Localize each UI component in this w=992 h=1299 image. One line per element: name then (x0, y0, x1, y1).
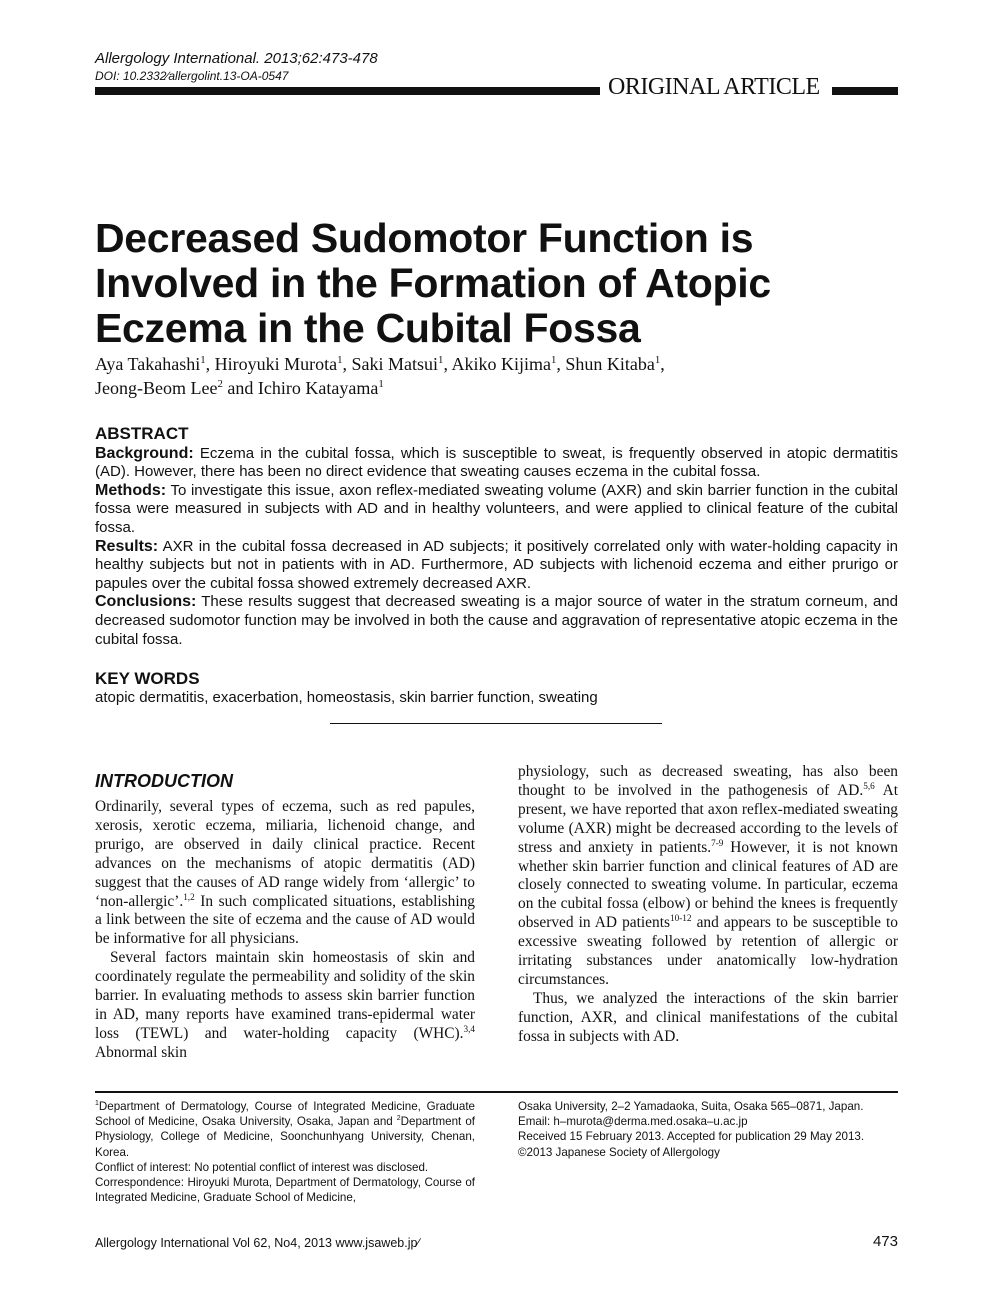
received-date: Received 15 February 2013. Accepted for publication 29 May 2013. (518, 1130, 865, 1144)
copyright: ©2013 Japanese Society of Allergology (518, 1145, 720, 1159)
footnotes-right (518, 1099, 898, 1160)
keywords (95, 669, 898, 706)
footnotes-left (95, 1099, 475, 1205)
affiliation-mark: 1 (438, 354, 444, 366)
author: Aya Takahashi (95, 354, 201, 374)
affiliations (95, 1099, 475, 1160)
affiliation-mark: 1 (337, 354, 343, 366)
methods-label: Methods: (95, 481, 167, 499)
affiliation-mark: 1 (200, 354, 206, 366)
author-separator: , (556, 354, 566, 374)
introduction-column-left (95, 770, 475, 1063)
author: Akiko Kijima (451, 354, 551, 374)
intro-text: physiology, such as decreased sweating, has also been thought to be involved in the pathogenesis of AD. (518, 763, 898, 799)
results-label: Results: (95, 537, 159, 555)
doi: DOI: 10.2332∕allergolint.13-OA-0547 (95, 69, 289, 83)
header-rule-left (95, 87, 600, 95)
citation-ref: 3,4 (463, 1023, 475, 1034)
correspondence-email: Email: h–murota@derma.med.osaka–u.ac.jp (518, 1115, 748, 1129)
affiliation-mark: 2 (217, 378, 223, 390)
intro-text: and appears to be susceptible to excessive sweating followed by retention of allergic or irritating substances under anatomically low-hydration circumstances. (518, 914, 898, 988)
citation-ref: 7-9 (711, 837, 724, 848)
author-separator: and (222, 378, 258, 398)
article-type: ORIGINAL ARTICLE (608, 74, 820, 100)
intro-paragraph (95, 949, 475, 1062)
intro-paragraph (95, 798, 475, 949)
background-label: Background: (95, 444, 194, 462)
author-separator: , (443, 354, 452, 374)
keywords-text: atopic dermatitis, exacerbation, homeostasis, skin barrier function, sweating (95, 689, 598, 706)
conclusions-label: Conclusions: (95, 593, 197, 611)
intro-paragraph: Thus, we analyzed the interactions of the skin barrier function, AXR, and clinical manifestations of the cubital fossa in subjects with AD. (518, 989, 898, 1045)
intro-text: Several factors maintain skin homeostasis of skin and coordinately regulate the permeability and solidity of the skin barrier. In evaluating methods to assess skin barrier function in AD, many reports have examined trans-epidermal water loss (TEWL) and water-holding capacity (WHC). (95, 949, 475, 1042)
abstract-background (95, 445, 898, 482)
intro-text: However, it is not known whether skin barrier function and clinical features of AD are closely connected to sweating volume. In particular, eczema on the cubital fossa (elbow) or behind the knees is frequently observed in AD patients (518, 838, 898, 932)
citation-ref: 1,2 (183, 891, 195, 902)
abstract-conclusions (95, 593, 898, 649)
abstract-methods (95, 482, 898, 538)
author: Hiroyuki Murota (214, 354, 338, 374)
author: Ichiro Katayama (257, 378, 379, 398)
article-title: Decreased Sudomotor Function is Involved in the Formation of Atopic Eczema in the Cubital Fossa (95, 215, 771, 351)
author: Shun Kitaba (565, 354, 655, 374)
introduction-heading: INTRODUCTION (95, 771, 233, 791)
footnote-rule (95, 1091, 898, 1093)
keywords-heading: KEY WORDS (95, 669, 200, 688)
author: Jeong-Beom Lee (95, 378, 218, 398)
affiliation-mark: 1 (550, 354, 557, 366)
introduction-column-right (518, 763, 898, 1047)
author-separator: , (205, 354, 215, 374)
correspondence-address: Osaka University, 2–2 Yamadaoka, Suita, Osaka 565–0871, Japan. (518, 1100, 864, 1113)
intro-text: Abnormal skin (95, 1043, 187, 1061)
section-divider (330, 723, 662, 724)
author-separator: , (660, 354, 665, 374)
abstract (95, 425, 898, 649)
conclusions-text: These results suggest that decreased sweating is a major source of water in the stratum corneum, and decreased sudomotor function may be involved in both the cause and aggravation of representative atopic eczema in the cubital fossa. (95, 593, 898, 648)
author-list (95, 352, 895, 400)
intro-text: In such complicated situations, establishing a link between the site of eczema and the cause of AD would be informative for all physicians. (95, 892, 475, 948)
citation-ref: 5,6 (863, 780, 875, 791)
correspondence: Correspondence: Hiroyuki Murota, Department of Dermatology, Course of Integrated Medicine, Graduate School of Medicine, (95, 1176, 475, 1205)
header-rule-right (832, 87, 898, 95)
affiliation-mark: 1 (654, 354, 661, 366)
intro-text: At present, we have reported that axon reflex-mediated sweating volume (AXR) might be decreased according to the levels of stress and anxiety in patients. (518, 781, 898, 856)
intro-paragraph (518, 763, 898, 990)
affiliation-mark: 2 (396, 1115, 401, 1123)
methods-text: To investigate this issue, axon reflex-mediated sweating volume (AXR) and skin barrier function in the cubital fossa were measured in subjects with AD and in healthy volunteers, and were applied to clinical feature of the cubital fossa. (95, 481, 898, 536)
results-text: AXR in the cubital fossa decreased in AD subjects; it positively correlated only with water-holding capacity in healthy subjects but not in patients with in AD. Furthermore, AD subjects with lichenoid eczema and either prurigo or papules over the cubital fossa showed extremely decreased AXR. (95, 537, 899, 592)
footer-citation: Allergology International Vol 62, No4, 2013 www.jsaweb.jp∕ (95, 1236, 420, 1250)
background-text: Eczema in the cubital fossa, which is susceptible to sweat, is frequently observed in atopic dermatitis (AD). However, there has been no direct evidence that sweating causes eczema in the cubital fossa. (95, 444, 899, 481)
abstract-results (95, 538, 898, 594)
affiliation-mark: 1 (95, 1100, 99, 1108)
journal-citation: Allergology International. 2013;62:473-478 (95, 50, 378, 67)
conflict-of-interest: Conflict of interest: No potential conflict of interest was disclosed. (95, 1160, 429, 1174)
affiliation-mark: 1 (378, 378, 384, 390)
intro-text: Ordinarily, several types of eczema, such as red papules, xerosis, xerotic eczema, miliaria, lichenoid change, and prurigo, are observed in daily clinical practice. Recent advances on the mechanisms of atopic dermatitis (AD) suggest that the causes of AD range widely from ‘allergic’ to ‘non-allergic’. (95, 798, 475, 910)
citation-ref: 10-12 (669, 913, 692, 924)
abstract-heading: ABSTRACT (95, 424, 189, 443)
page-number: 473 (872, 1233, 898, 1250)
affiliation-text: Department of Dermatology, Course of Integrated Medicine, Graduate School of Medicine, Osaka University, Osaka, Japan and (95, 1100, 475, 1129)
author: Saki Matsui (351, 354, 439, 374)
affiliation-text: Department of Physiology, College of Medicine, Soonchunhyang University, Chenan, Korea. (95, 1115, 475, 1159)
author-separator: , (342, 354, 352, 374)
